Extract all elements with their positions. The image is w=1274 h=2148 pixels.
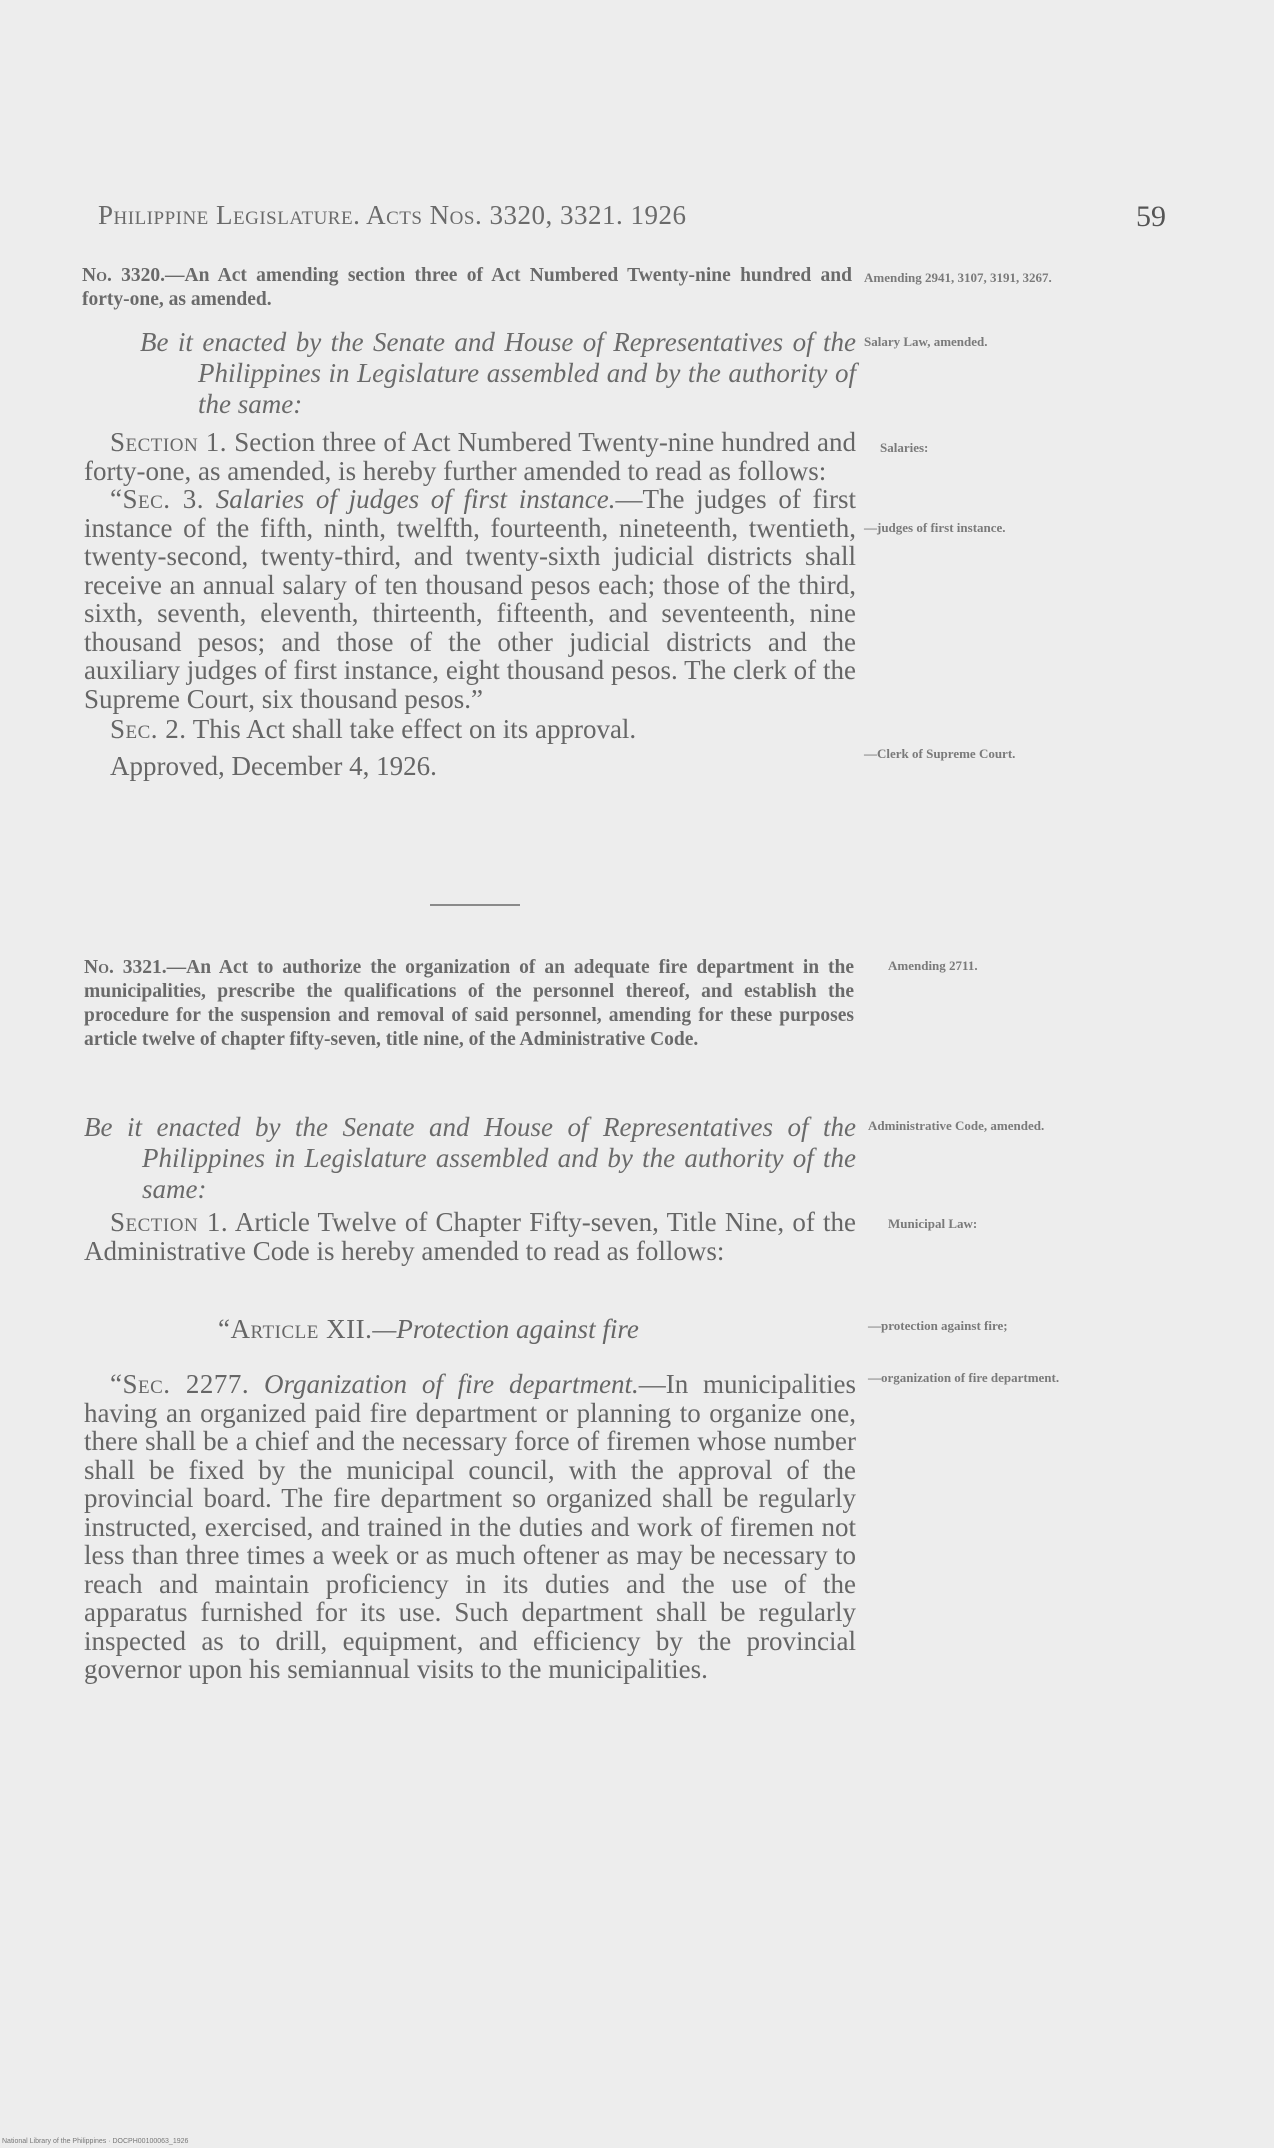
- act-3320-body: [84, 428, 856, 780]
- margin-note-amending-3321: Amending 2711.: [888, 958, 978, 973]
- act-3321-section-1-text: Article Twelve of Chapter Fifty-seven, Title Nine, of the Administrative Code is hereby amended to read as follows:: [84, 1207, 856, 1266]
- sec-2277-label: “Sec. 2277.: [110, 1369, 250, 1399]
- act-3320-enacting-clause: [82, 327, 856, 420]
- act-3320-enacting-text: Be it enacted by the Senate and House of Representatives of the Philippines in Legislature assembled and by the authority of the same:: [140, 327, 856, 419]
- footer-credit: National Library of the Philippines · DOCPH00100063_1926: [2, 2138, 189, 2145]
- act-3321-enacting-clause: [84, 1112, 856, 1205]
- act-3321-title: [84, 956, 854, 1052]
- margin-note-salaries: Salaries:: [880, 440, 929, 455]
- act-3320-sec-3-heading: Salaries of judges of first instance.: [215, 484, 616, 514]
- margin-note-administrative-code: Administrative Code, amended.: [868, 1118, 1045, 1133]
- article-xii-title: —Protection against fire: [372, 1314, 639, 1344]
- act-3320-sec-3-label: “Sec. 3.: [110, 484, 204, 514]
- act-3321-section-1-label: Section 1.: [110, 1207, 229, 1237]
- act-3320-approved: Approved, December 4, 1926.: [110, 750, 437, 781]
- act-3320-section-1-text: Section three of Act Numbered Twenty-nine hundred and forty-one, as amended, is hereby further amended to read as follows:: [84, 427, 857, 486]
- running-header: Philippine Legislature. Acts Nos. 3320, 3321. 1926: [98, 200, 687, 230]
- margin-note-organization: —organization of fire department.: [868, 1370, 1060, 1385]
- act-3321-number: No. 3321.: [84, 957, 167, 978]
- margin-note-clerk: —Clerk of Supreme Court.: [864, 746, 1016, 761]
- act-3321-section-1: [84, 1208, 856, 1265]
- margin-note-municipal-law: Municipal Law:: [888, 1216, 978, 1231]
- act-3320-sec-3: [84, 485, 856, 713]
- act-3320-title-text: —An Act amending section three of Act Numbered Twenty-nine hundred and forty-one, as amended.: [82, 265, 852, 310]
- act-3320-title: [82, 264, 852, 312]
- act-3321-title-text: —An Act to authorize the organization of an adequate fire department in the municipalities, prescribe the qualifications of the personnel thereof, and establish the procedure for the suspension and removal of said personnel, amending for these purposes article twelve of chapter fifty-seven, title nine, of the Administrative Code.: [84, 957, 854, 1050]
- act-3320-number: No. 3320.: [82, 265, 166, 286]
- act-3320-section-1-label: Section 1.: [110, 427, 228, 457]
- sec-2277-text: —In municipalities having an organized paid fire department or planning to organize one, there shall be a chief and the necessary force of firemen whose number shall be fixed by the municipal council, with the approval of the provincial board. The fire department so organized shall be regularly instructed, exercised, and trained in the duties and work of firemen not less than three times a week or as much oftener as may be necessary to reach and maintain proficiency in its duties and the use of the apparatus furnished for its use. Such department shall be regularly inspected as to drill, equipment, and efficiency by the provincial governor upon his semiannual visits to the municipalities.: [84, 1369, 857, 1684]
- margin-note-protection-fire: —protection against fire;: [868, 1318, 1008, 1333]
- act-3320-sec-3-text: —The judges of first instance of the fifth, ninth, twelfth, fourteenth, nineteenth, twentieth, twenty-second, twenty-third, and twenty-sixth judicial districts shall receive an annual salary of ten thousand pesos each; those of the third, sixth, seventh, eleventh, thirteenth, fifteenth, and seventeenth, nine thousand pesos; and those of the other judicial districts and the auxiliary judges of first instance, eight thousand pesos. The clerk of the Supreme Court, six thousand pesos.”: [84, 484, 857, 714]
- act-3320-section-2-text: This Act shall take effect on its approval.: [186, 714, 637, 744]
- margin-note-amending-3320: Amending 2941, 3107, 3191, 3267.: [864, 270, 1052, 285]
- sec-2277-heading: Organization of fire department.: [263, 1369, 639, 1399]
- sec-2277: [84, 1370, 856, 1684]
- page-number: 59: [1136, 200, 1166, 233]
- act-3320-section-1: [84, 428, 856, 485]
- act-3321-body-1: [84, 1208, 856, 1265]
- article-xii-label: “Article XII.: [218, 1314, 373, 1344]
- act-3321-body-2: [84, 1370, 856, 1684]
- act-3320-section-2: [84, 715, 856, 744]
- act-3321-enacting-text: Be it enacted by the Senate and House of Representatives of the Philippines in Legislature assembled and by the authority of the same:: [84, 1112, 856, 1204]
- margin-note-judges: —judges of first instance.: [864, 520, 1006, 535]
- margin-note-salary-law: Salary Law, amended.: [864, 334, 988, 349]
- act-3320-section-2-label: Sec. 2.: [110, 714, 187, 744]
- article-xii-heading: [218, 1314, 639, 1345]
- section-divider: [430, 904, 520, 906]
